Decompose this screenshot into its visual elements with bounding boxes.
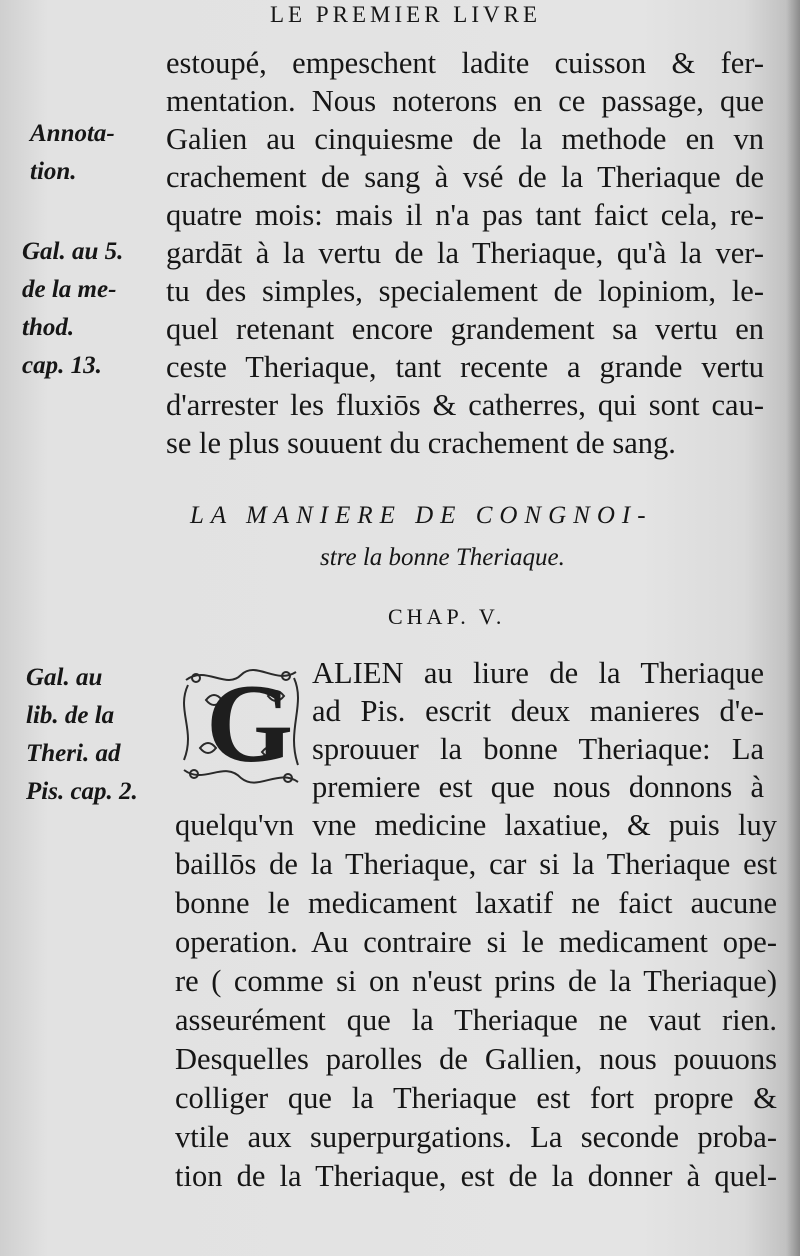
text-line: colliger que la Theriaque est fort propre & [175,1081,777,1115]
text-line: quatre mois: mais il n'a pas tant faict cela, re- [166,198,764,232]
margin-note-line: Pis. cap. 2. [26,778,138,805]
show-through [300,470,308,504]
margin-note-line: Gal. au [26,664,103,691]
text-line: tion de la Theriaque, est de la donner à quel- [175,1159,777,1193]
text-line: quelqu'vn vne medicine laxatiue, & puis luy [175,808,777,842]
text-line: ALIEN au liure de la Theriaque [312,656,764,690]
text-line: tu des simples, specialement de lopiniom, le- [166,274,764,308]
drop-initial [176,660,306,792]
text-line: vtile aux superpurgations. La seconde proba- [175,1120,777,1154]
text-line: ad Pis. escrit deux manieres d'e- [312,694,764,728]
text-line: d'arrester les fluxiōs & catherres, qui sont cau- [166,388,764,422]
text-line: premiere est que nous donnons à [312,770,764,804]
text-line: Desquelles parolles de Gallien, nous pouuons [175,1042,777,1076]
drop-initial-letter: G [206,662,294,786]
text-line: operation. Au contraire si le medicament ope- [175,925,777,959]
margin-note-line: Gal. au 5. [22,238,124,265]
running-head: LE PREMIER LIVRE [270,2,541,27]
margin-note-line: lib. de la [26,702,115,729]
text-line: baillōs de la Theriaque, car si la Theriaque est [175,847,777,881]
margin-note-line: tion. [30,158,77,185]
text-line: sprouuer la bonne Theriaque: La [312,732,764,766]
text-line: se le plus souuent du crachement de sang. [166,426,676,460]
text-line: asseurément que la Theriaque ne vaut rien. [175,1003,777,1037]
section-title: LA MANIERE DE CONGNOI- [190,502,653,529]
text-line: estoupé, empeschent ladite cuisson & fer- [166,46,764,80]
text-line: mentation. Nous noterons en ce passage, que [166,84,764,118]
text-line: ceste Theriaque, tant recente a grande vertu [166,350,764,384]
chapter-heading: CHAP. V. [388,604,506,629]
text-line: bonne le medicament laxatif ne faict aucune [175,886,777,920]
margin-note-line: de la me- [22,276,117,303]
margin-note-line: cap. 13. [22,352,102,379]
text-line: Galien au cinquiesme de la methode en vn [166,122,764,156]
margin-note-line: Annota- [30,120,115,147]
text-line: quel retenant encore grandement sa vertu en [166,312,764,346]
text-line: gardāt à la vertu de la Theriaque, qu'à la ver- [166,236,764,270]
text-line: re ( comme si on n'eust prins de la Theriaque) [175,964,777,998]
margin-note-line: thod. [22,314,75,341]
margin-note-line: Theri. ad [26,740,121,767]
text-line: crachement de sang à vsé de la Theriaque de [166,160,764,194]
section-subtitle: stre la bonne Theriaque. [320,544,565,571]
